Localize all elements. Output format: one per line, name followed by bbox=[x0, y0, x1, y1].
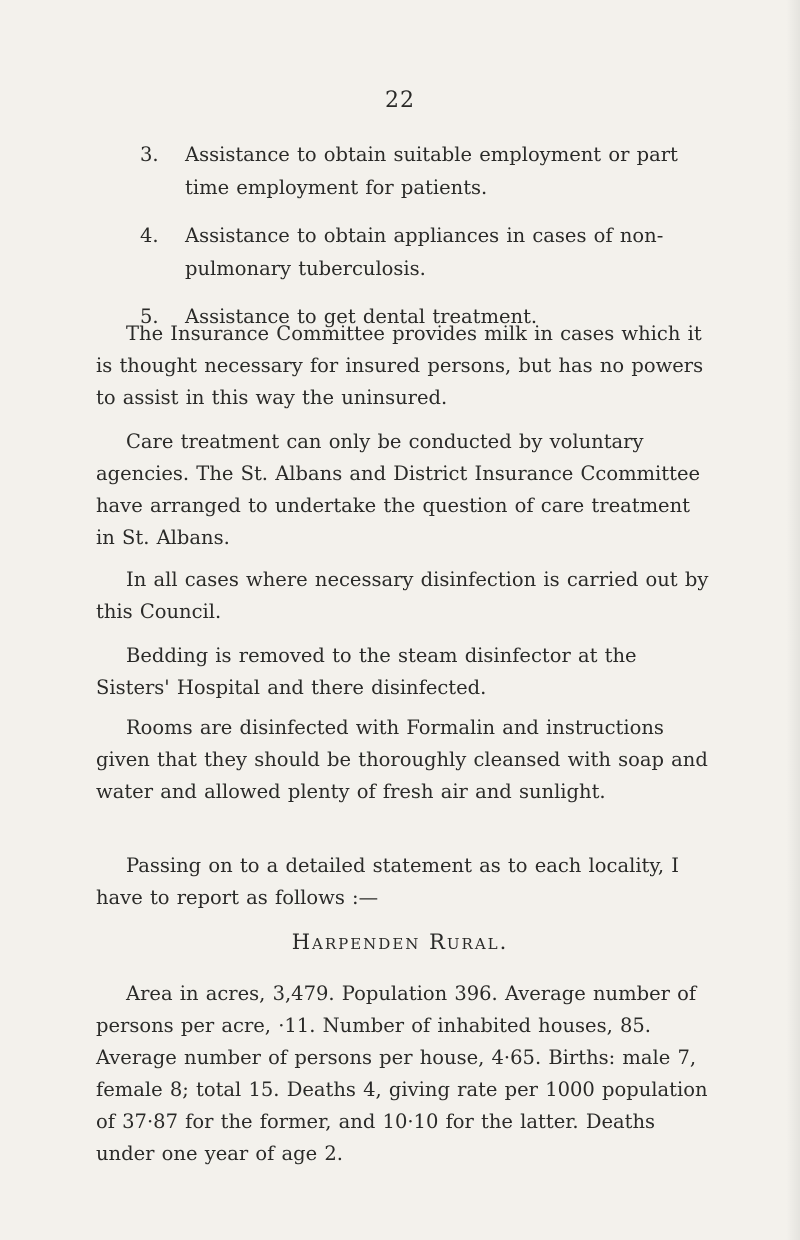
list-item-number: 3. bbox=[140, 143, 159, 166]
paragraph-bedding: Bedding is removed to the steam disinfector at the Sisters' Hospital and there disinfected. bbox=[96, 644, 637, 699]
paragraph-passing-on: Passing on to a detailed statement as to each locality, I have to report as follows :— bbox=[96, 854, 679, 909]
page-edge-shadow bbox=[786, 0, 800, 1240]
list-item-text: Assistance to get dental treatment. bbox=[185, 305, 538, 328]
paragraph-insurance-milk: The Insurance Committee provides milk in cases which it is thought necessary for insured persons, but has no powers to assist in this way the uninsured. bbox=[96, 322, 704, 409]
list-item bbox=[140, 138, 710, 204]
list-item-text: Assistance to obtain suitable employment or part time employment for patients. bbox=[185, 143, 678, 199]
assistance-list bbox=[140, 138, 710, 348]
list-item-number: 4. bbox=[140, 224, 159, 247]
paragraph-rooms: Rooms are disinfected with Formalin and instructions given that they should be thoroughly cleansed with soap and water and allowed plenty of fresh air and sunlight. bbox=[96, 716, 708, 803]
paragraph-disinfection: In all cases where necessary disinfection is carried out by this Council. bbox=[96, 568, 709, 623]
page-number: 22 bbox=[385, 88, 415, 113]
paragraph-harpenden-stats: Area in acres, 3,479. Population 396. Average number of persons per acre, ·11. Number of inhabited houses, 85. Average number of persons per house, 4·65. Births: male 7, female 8; total 15. Deaths 4, giving rate per 1000 population of 37·87 for the former, and 10·10 for the latter. Deaths under one year of age 2. bbox=[96, 982, 708, 1165]
list-item-text: Assistance to obtain appliances in cases of non-pulmonary tuberculosis. bbox=[185, 224, 664, 280]
section-heading: Harpenden Rural. bbox=[291, 930, 509, 954]
list-item bbox=[140, 219, 710, 285]
list-item-number: 5. bbox=[140, 305, 159, 328]
paragraph-care-treatment: Care treatment can only be conducted by voluntary agencies. The St. Albans and District Insurance Ccommittee have arranged to undertake the question of care treatment in St. Albans. bbox=[96, 430, 701, 549]
